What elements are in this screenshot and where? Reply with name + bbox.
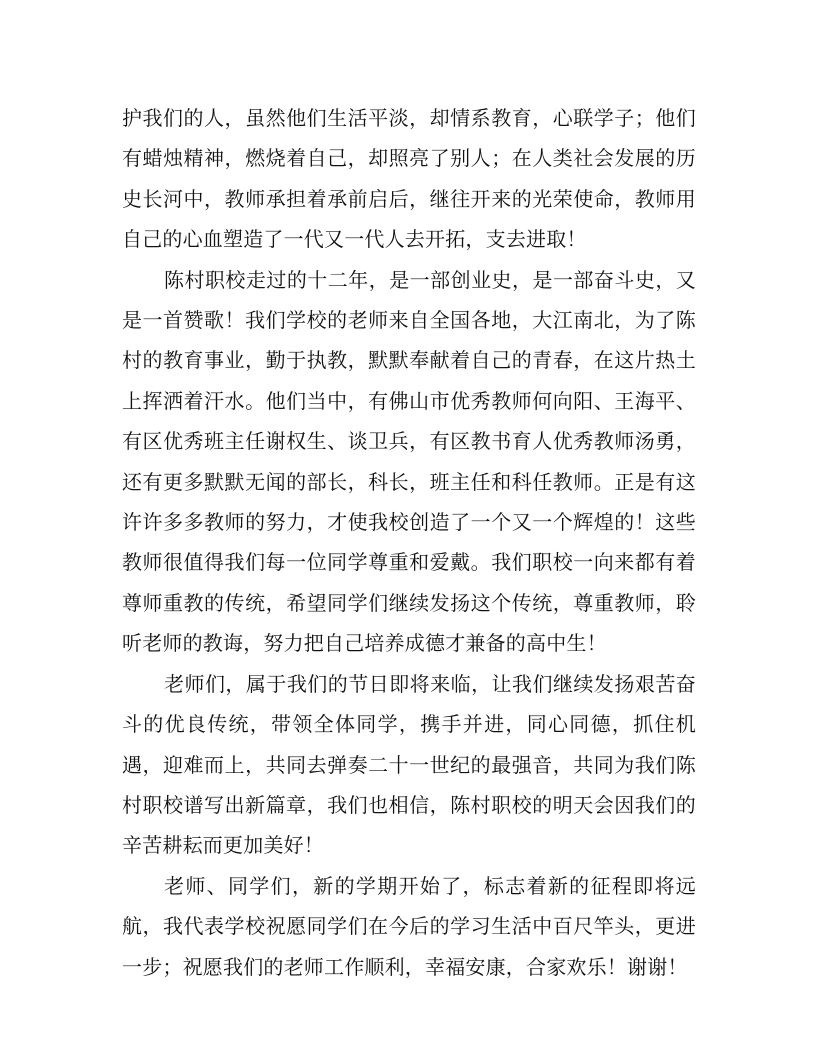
paragraph-2: 陈村职校走过的十二年，是一部创业史，是一部奋斗史，又是一首赞歌！我们学校的老师来自全国各地，大江南北，为了陈村的教育事业，勤于执教，默默奉献着自己的青春，在这片热土上挥洒着汗水。他们当中，有佛山市优秀教师何向阳、王海平、有区优秀班主任谢权生、谈卫兵，有区教书育人优秀教师汤勇，还有更多默默无闻的部长，科长，班主任和科任教师。正是有这许许多多教师的努力，才使我校创造了一个又一个辉煌的！这些教师很值得我们每一位同学尊重和爱戴。我们职校一向来都有着尊师重教的传统，希望同学们继续发扬这个传统，尊重教师，聆听老师的教诲，努力把自己培养成德才兼备的高中生！ (122, 267, 696, 656)
document-body (122, 98, 696, 987)
paragraph-4: 老师、同学们，新的学期开始了，标志着新的征程即将远航，我代表学校祝愿同学们在今后的学习生活中百尺竿头，更进一步；祝愿我们的老师工作顺利，幸福安康，合家欢乐！谢谢！ (122, 873, 696, 979)
paragraph-3: 老师们，属于我们的节日即将来临，让我们继续发扬艰苦奋斗的优良传统，带领全体同学，携手并进，同心同德，抓住机遇，迎难而上，共同去弹奏二十一世纪的最强音，共同为我们陈村职校谱写出新篇章，我们也相信，陈村职校的明天会因我们的辛苦耕耘而更加美好！ (122, 671, 696, 858)
paragraph-1: 护我们的人，虽然他们生活平淡，却情系教育，心联学子；他们有蜡烛精神，燃烧着自己，却照亮了别人；在人类社会发展的历史长河中，教师承担着承前启后，继往开来的光荣使命，教师用自己的心血塑造了一代又一代人去开拓，支去进取！ (122, 106, 696, 252)
